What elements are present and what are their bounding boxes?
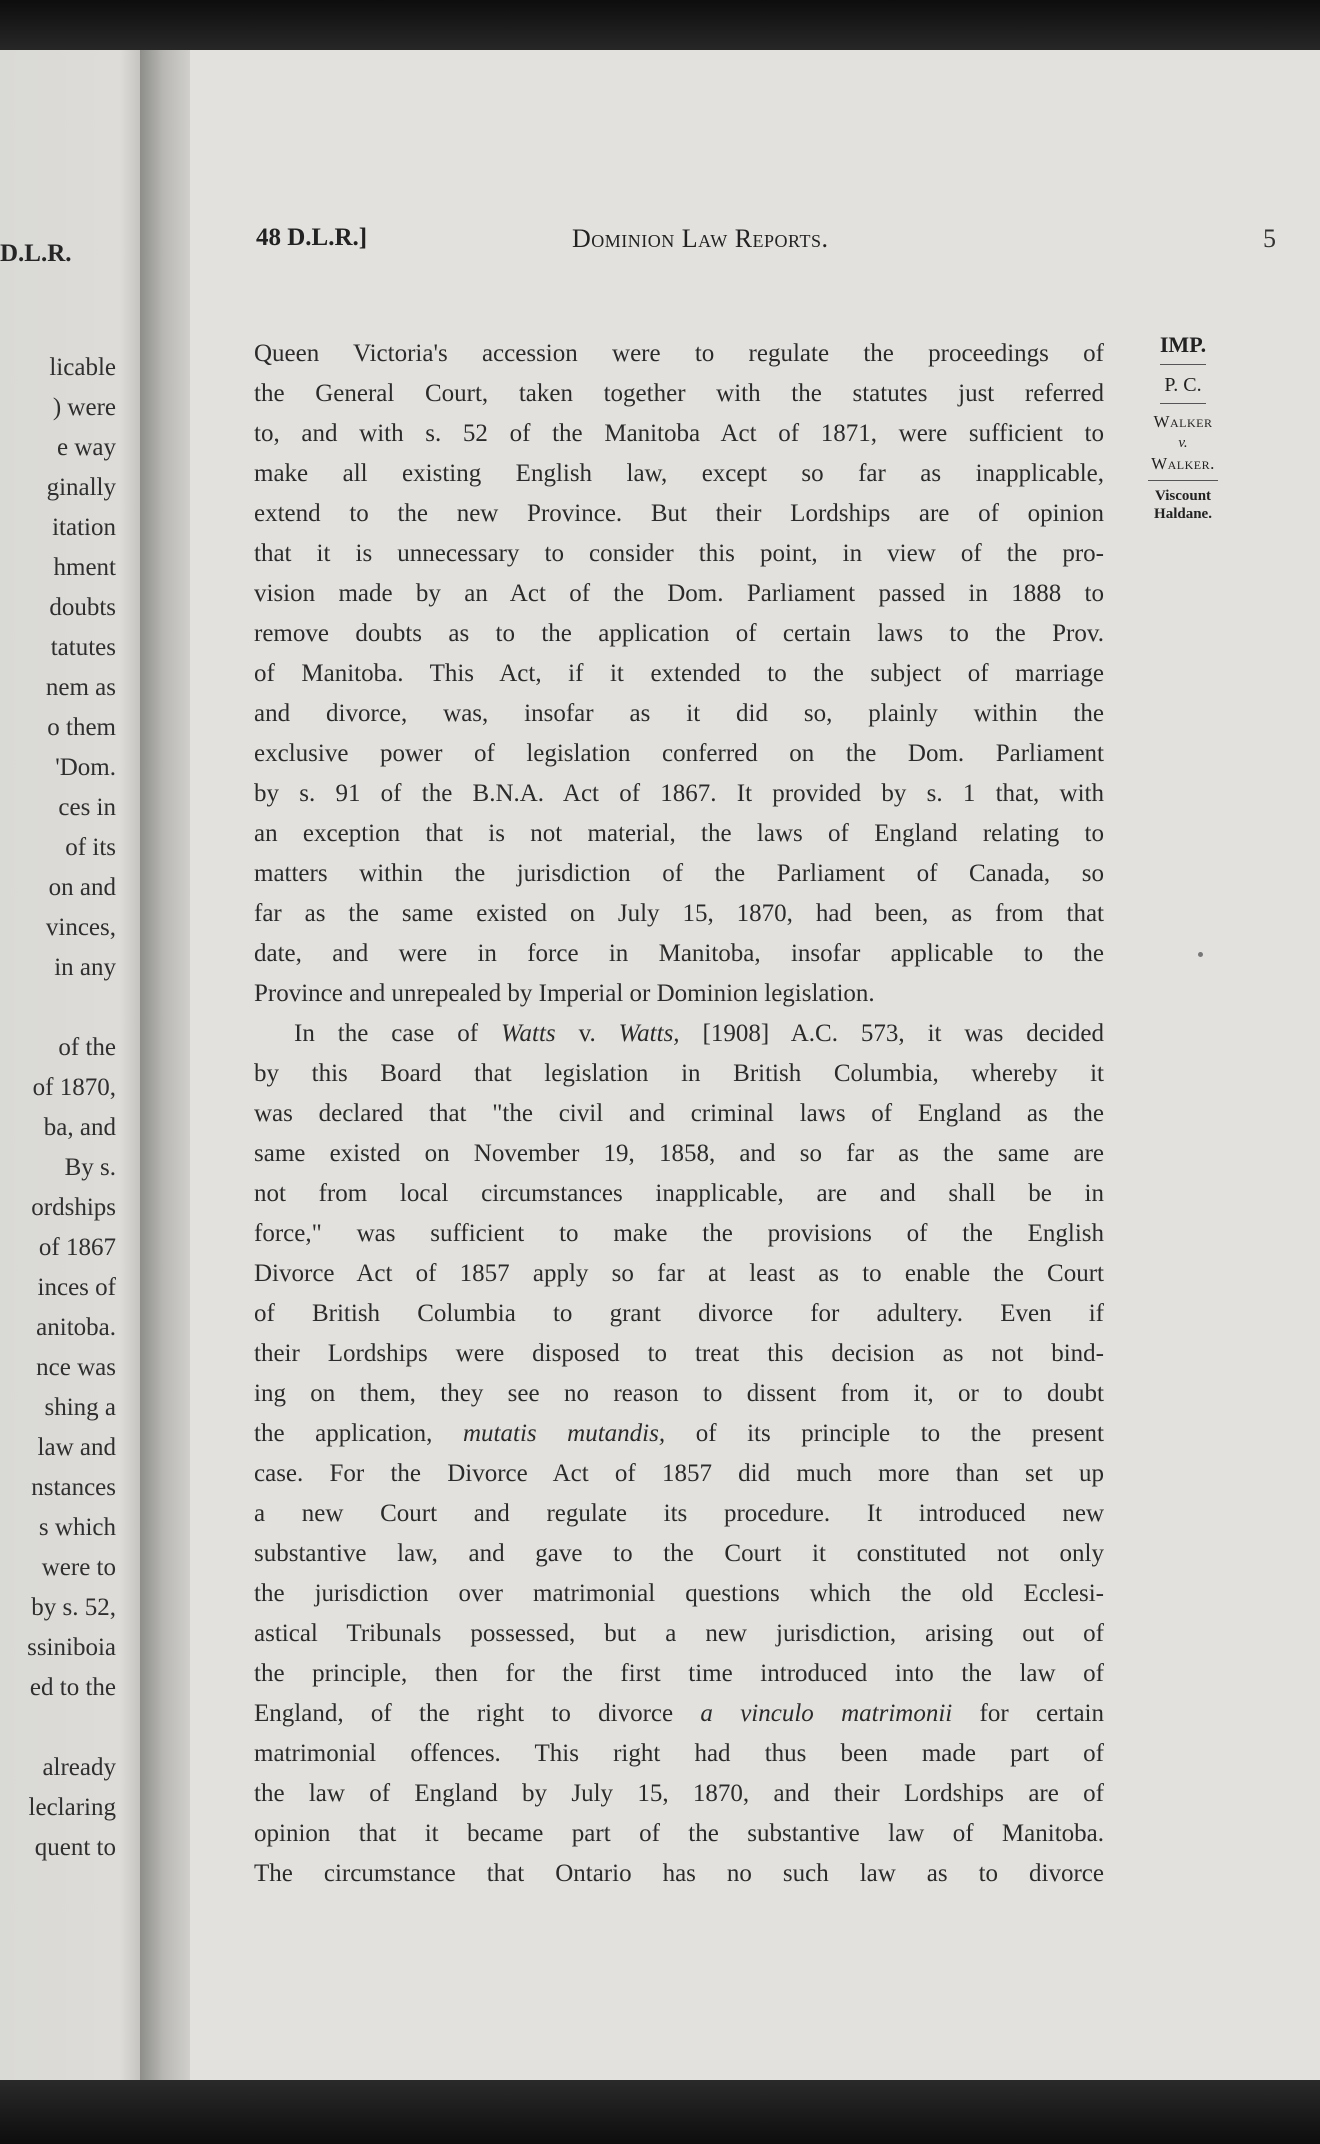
text-fragment: the application, — [254, 1420, 463, 1447]
facing-page-line — [0, 1708, 116, 1748]
facing-page-line: s which — [38, 1514, 116, 1541]
facing-page-line: in any — [54, 954, 116, 981]
facing-page-line: ces in — [58, 794, 116, 821]
text-line: Divorce Act of 1857 apply so far at least as to enable the Court — [254, 1260, 1104, 1287]
facing-page-line: e way — [57, 434, 116, 461]
party-respondent: Walker. — [1151, 454, 1215, 473]
text-line — [254, 1414, 1104, 1454]
text-line: The circumstance that Ontario has no such law as to divorce — [254, 1860, 1104, 1887]
facing-page-text — [0, 348, 116, 1868]
facing-page-line: nem as — [45, 674, 116, 701]
document-page — [190, 50, 1320, 2090]
text-line — [254, 1014, 1104, 1054]
scan-border-top — [0, 0, 1320, 56]
facing-page-line: inces of — [37, 1274, 116, 1301]
facing-page-line: already — [42, 1754, 116, 1781]
text-line: extend to the new Province. But their Lordships are of opinion — [254, 500, 1104, 527]
text-line: make all existing English law, except so far as inapplicable, — [254, 460, 1104, 487]
volume-reference: 48 D.L.R.] — [256, 224, 368, 251]
facing-page-line: of its — [65, 834, 116, 861]
case-name: Watts — [500, 1020, 556, 1047]
text-line: opinion that it became part of the substantive law of Manitoba. — [254, 1820, 1104, 1847]
facing-page-line: were to — [41, 1554, 116, 1581]
facing-page-line: vinces, — [45, 914, 116, 941]
margin-rule — [1148, 480, 1218, 481]
facing-page-line: law and — [37, 1434, 116, 1461]
margin-rule — [1160, 403, 1206, 404]
paragraph-2 — [254, 1014, 1104, 1894]
text-line: Province and unrepealed by Imperial or Dominion legislation. — [254, 980, 875, 1007]
text-line: exclusive power of legislation conferred on the Dom. Parliament — [254, 740, 1104, 767]
facing-page-line: of 1867 — [38, 1234, 116, 1261]
margin-rule — [1160, 364, 1206, 365]
facing-page-line: 'Dom. — [55, 754, 116, 781]
latin-phrase: a vinculo matrimonii — [700, 1700, 953, 1727]
text-line — [254, 1694, 1104, 1734]
versus-label: v. — [1178, 435, 1188, 451]
text-line: far as the same existed on July 15, 1870, had been, as from that — [254, 900, 1104, 927]
facing-page-line: nstances — [31, 1474, 116, 1501]
facing-page-header: D.L.R. — [0, 240, 72, 267]
text-line: astical Tribunals possessed, but a new jurisdiction, arising out of — [254, 1620, 1104, 1647]
text-line: their Lordships were disposed to treat this decision as not bind- — [254, 1340, 1104, 1367]
party-appellant: Walker — [1153, 412, 1213, 431]
text-line: an exception that is not material, the laws of England relating to — [254, 820, 1104, 847]
page-number: 5 — [1263, 224, 1276, 253]
text-line: force," was sufficient to make the provisions of the English — [254, 1220, 1104, 1247]
text-line: the law of England by July 15, 1870, and their Lordships are of — [254, 1780, 1104, 1807]
text-line: the principle, then for the first time introduced into the law of — [254, 1660, 1104, 1687]
text-line: the General Court, taken together with the statutes just referred — [254, 380, 1104, 407]
facing-page-line: anitoba. — [36, 1314, 116, 1341]
facing-page-line: ba, and — [43, 1114, 116, 1141]
judge-name: Haldane. — [1154, 506, 1212, 522]
facing-page-line — [0, 988, 116, 1028]
facing-page-line: licable — [49, 354, 116, 381]
text-fragment: England, of the right to divorce — [254, 1700, 701, 1727]
text-fragment: In the case of — [294, 1020, 501, 1047]
judge-title: Viscount — [1154, 488, 1212, 504]
running-header — [256, 224, 1276, 264]
text-line: was declared that "the civil and criminal laws of England as the — [254, 1100, 1104, 1127]
facing-page-line: on and — [48, 874, 116, 901]
text-fragment: v. — [555, 1020, 619, 1047]
text-line: remove doubts as to the application of certain laws to the Prov. — [254, 620, 1104, 647]
facing-page-line: doubts — [49, 594, 116, 621]
case-name: Watts, — [618, 1020, 680, 1047]
facing-page-line: shing a — [44, 1394, 116, 1421]
facing-page-line: ed to the — [29, 1674, 116, 1701]
text-fragment: of its principle to the present — [665, 1420, 1105, 1447]
scan-border-bottom — [0, 2080, 1320, 2144]
scan-speck — [1198, 952, 1203, 957]
text-line: matrimonial offences. This right had thus been made part of — [254, 1740, 1104, 1767]
text-line: of British Columbia to grant divorce for adultery. Even if — [254, 1300, 1104, 1327]
text-line: the jurisdiction over matrimonial questions which the old Ecclesi- — [254, 1580, 1104, 1607]
facing-page-line: ginally — [46, 474, 116, 501]
facing-page-line: nce was — [36, 1354, 116, 1381]
text-line: Queen Victoria's accession were to regulate the proceedings of — [254, 340, 1104, 367]
text-line: case. For the Divorce Act of 1857 did much more than set up — [254, 1460, 1104, 1487]
body-text — [254, 334, 1104, 1894]
facing-page-line: tatutes — [50, 634, 116, 661]
facing-page-line: hment — [53, 554, 116, 581]
text-line: and divorce, was, insofar as it did so, plainly within the — [254, 700, 1104, 727]
facing-page-fragment — [0, 50, 150, 2090]
text-fragment: [1908] A.C. 573, it was decided — [679, 1020, 1104, 1047]
margin-notes — [1118, 330, 1248, 523]
paragraph-1 — [254, 334, 1104, 1014]
facing-page-line: o them — [47, 714, 116, 741]
facing-page-line: ) were — [52, 394, 116, 421]
text-line: to, and with s. 52 of the Manitoba Act of 1871, were sufficient to — [254, 420, 1104, 447]
facing-page-line: leclaring — [28, 1794, 116, 1821]
text-line: ing on them, they see no reason to dissent from it, or to doubt — [254, 1380, 1104, 1407]
running-title: Dominion Law Reports. — [572, 224, 829, 253]
latin-phrase: mutatis mutandis, — [463, 1420, 666, 1447]
text-line: substantive law, and gave to the Court it constituted not only — [254, 1540, 1104, 1567]
division-label: P. C. — [1164, 374, 1202, 396]
facing-page-line: By s. — [64, 1154, 116, 1181]
text-line: of Manitoba. This Act, if it extended to the subject of marriage — [254, 660, 1104, 687]
facing-page-line: of the — [58, 1034, 116, 1061]
facing-page-line: of 1870, — [32, 1074, 116, 1101]
text-line: a new Court and regulate its procedure. It introduced new — [254, 1500, 1104, 1527]
facing-page-line: quent to — [34, 1834, 116, 1861]
text-line: by this Board that legislation in British Columbia, whereby it — [254, 1060, 1104, 1087]
text-fragment: for certain — [952, 1700, 1105, 1727]
facing-page-line: ssiniboia — [27, 1634, 116, 1661]
text-line: vision made by an Act of the Dom. Parliament passed in 1888 to — [254, 580, 1104, 607]
facing-page-line: itation — [52, 514, 116, 541]
court-label: IMP. — [1159, 332, 1207, 357]
text-line: by s. 91 of the B.N.A. Act of 1867. It provided by s. 1 that, with — [254, 780, 1104, 807]
text-line: that it is unnecessary to consider this point, in view of the pro- — [254, 540, 1104, 567]
facing-page-line: ordships — [31, 1194, 116, 1221]
facing-page-line: by s. 52, — [31, 1594, 116, 1621]
text-line: date, and were in force in Manitoba, insofar applicable to the — [254, 940, 1104, 967]
text-line: same existed on November 19, 1858, and so far as the same are — [254, 1140, 1104, 1167]
text-line: matters within the jurisdiction of the Parliament of Canada, so — [254, 860, 1104, 887]
text-line: not from local circumstances inapplicable, are and shall be in — [254, 1180, 1104, 1207]
